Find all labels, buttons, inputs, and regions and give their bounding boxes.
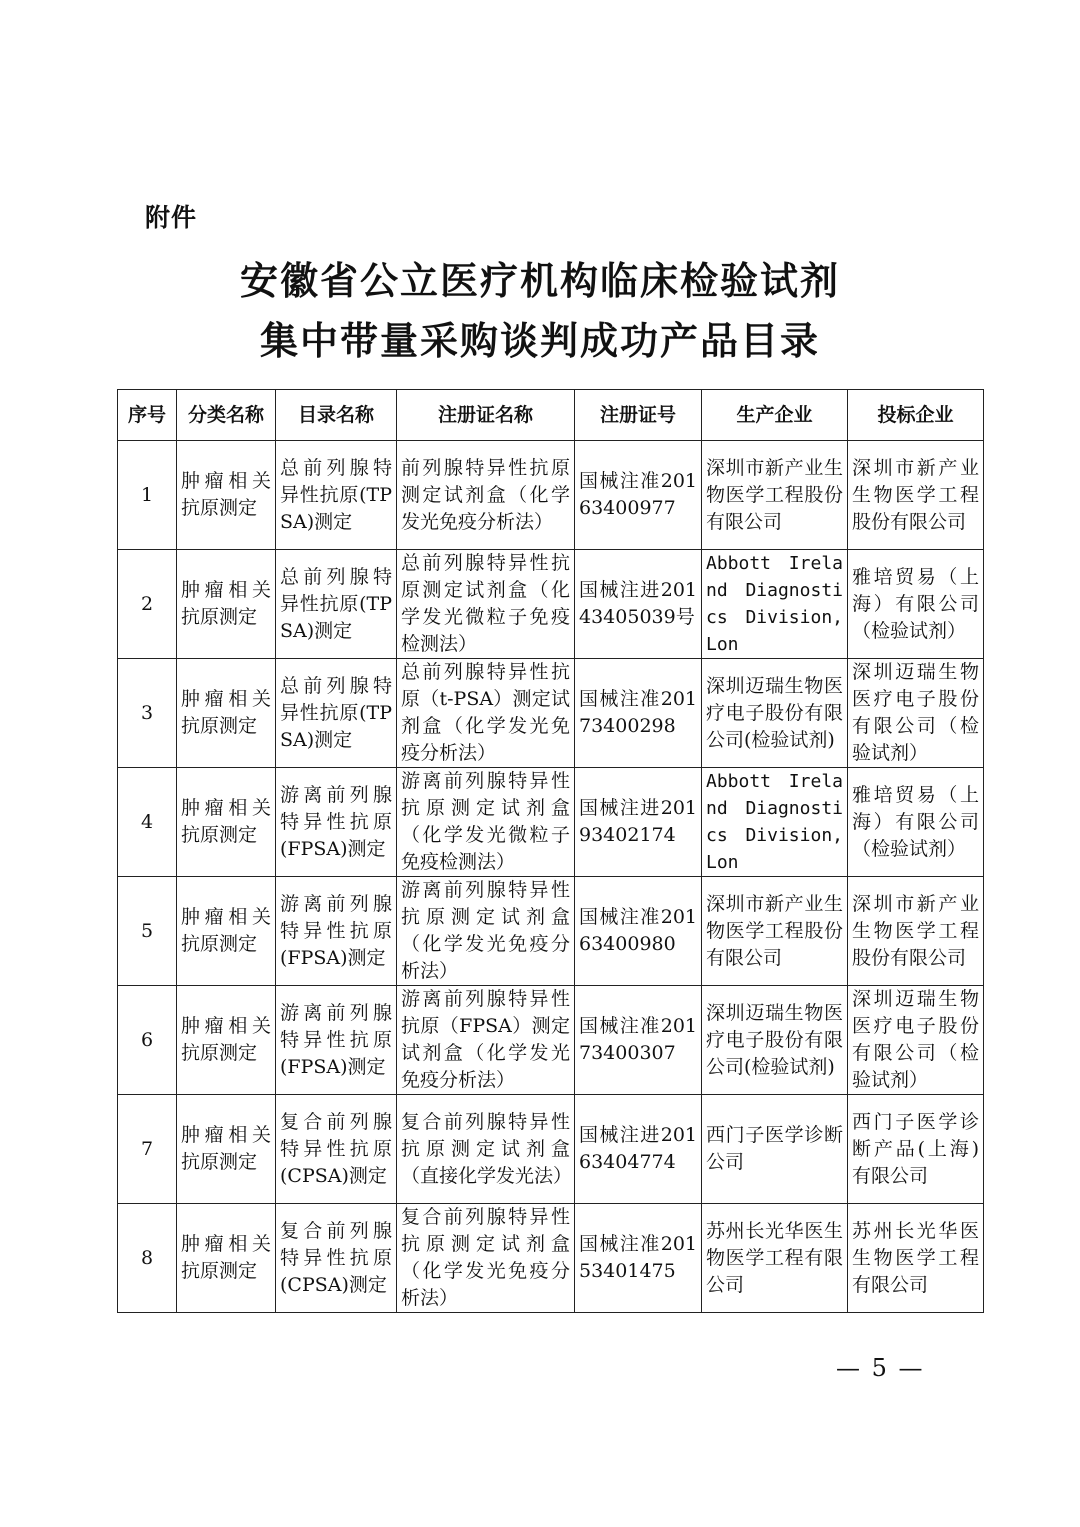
cell-bidder: 深圳市新产业生物医学工程股份有限公司 (848, 441, 984, 550)
cell-registration-name: 前列腺特异性抗原测定试剂盒（化学发光免疫分析法） (397, 441, 575, 550)
table-row (118, 659, 984, 768)
table-row (118, 768, 984, 877)
cell-no: 8 (118, 1204, 177, 1313)
cell-catalog-name: 游离前列腺特异性抗原(FPSA)测定 (276, 768, 397, 877)
cell-bidder: 深圳迈瑞生物医疗电子股份有限公司（检验试剂） (848, 986, 984, 1095)
cell-registration-no: 国械注进20143405039号 (575, 550, 702, 659)
page-title-line-1: 安徽省公立医疗机构临床检验试剂 (239, 259, 840, 303)
cell-bidder: 苏州长光华医生物医学工程有限公司 (848, 1204, 984, 1313)
cell-registration-no: 国械注准20173400298 (575, 659, 702, 768)
cell-manufacturer: 深圳市新产业生物医学工程股份有限公司 (702, 441, 848, 550)
cell-category: 肿瘤相关抗原测定 (177, 877, 276, 986)
table-row (118, 986, 984, 1095)
cell-category: 肿瘤相关抗原测定 (177, 1204, 276, 1313)
page-title-line-2: 集中带量采购谈判成功产品目录 (259, 319, 820, 363)
table-row (118, 877, 984, 986)
cell-manufacturer: Abbott Ireland Diagnostics Division, Lon (702, 768, 848, 877)
cell-bidder: 西门子医学诊断产品(上海)有限公司 (848, 1095, 984, 1204)
header-cell: 注册证名称 (397, 390, 575, 441)
cell-category: 肿瘤相关抗原测定 (177, 441, 276, 550)
cell-catalog-name: 游离前列腺特异性抗原(FPSA)测定 (276, 986, 397, 1095)
cell-manufacturer: Abbott Ireland Diagnostics Division, Lon (702, 550, 848, 659)
cell-catalog-name: 游离前列腺特异性抗原(FPSA)测定 (276, 877, 397, 986)
cell-category: 肿瘤相关抗原测定 (177, 768, 276, 877)
cell-no: 3 (118, 659, 177, 768)
table-row (118, 441, 984, 550)
page-number: — 5 — (836, 1354, 925, 1382)
cell-no: 2 (118, 550, 177, 659)
cell-registration-name: 复合前列腺特异性抗原测定试剂盒（化学发光免疫分析法） (397, 1204, 575, 1313)
cell-no: 6 (118, 986, 177, 1095)
header-cell: 目录名称 (276, 390, 397, 441)
table-row (118, 1095, 984, 1204)
cell-catalog-name: 总前列腺特异性抗原(TPSA)测定 (276, 441, 397, 550)
cell-bidder: 深圳市新产业生物医学工程股份有限公司 (848, 877, 984, 986)
cell-bidder: 雅培贸易（上海）有限公司（检验试剂） (848, 550, 984, 659)
cell-bidder: 雅培贸易（上海）有限公司（检验试剂） (848, 768, 984, 877)
cell-registration-name: 游离前列腺特异性抗原（FPSA）测定试剂盒（化学发光免疫分析法） (397, 986, 575, 1095)
table-row (118, 1204, 984, 1313)
cell-registration-name: 复合前列腺特异性抗原测定试剂盒（直接化学发光法） (397, 1095, 575, 1204)
cell-no: 1 (118, 441, 177, 550)
cell-no: 5 (118, 877, 177, 986)
table-row (118, 550, 984, 659)
cell-catalog-name: 复合前列腺特异性抗原(CPSA)测定 (276, 1095, 397, 1204)
cell-registration-no: 国械注准20153401475 (575, 1204, 702, 1313)
cell-category: 肿瘤相关抗原测定 (177, 550, 276, 659)
header-cell: 序号 (118, 390, 177, 441)
cell-registration-no: 国械注准20163400980 (575, 877, 702, 986)
cell-category: 肿瘤相关抗原测定 (177, 659, 276, 768)
cell-category: 肿瘤相关抗原测定 (177, 1095, 276, 1204)
cell-registration-no: 国械注准20163400977 (575, 441, 702, 550)
cell-no: 7 (118, 1095, 177, 1204)
cell-catalog-name: 总前列腺特异性抗原(TPSA)测定 (276, 659, 397, 768)
cell-registration-no: 国械注进20163404774 (575, 1095, 702, 1204)
cell-manufacturer: 深圳迈瑞生物医疗电子股份有限公司(检验试剂) (702, 986, 848, 1095)
cell-manufacturer: 苏州长光华医生物医学工程有限公司 (702, 1204, 848, 1313)
table-header-row (118, 390, 984, 441)
cell-manufacturer: 西门子医学诊断公司 (702, 1095, 848, 1204)
cell-category: 肿瘤相关抗原测定 (177, 986, 276, 1095)
cell-registration-name: 游离前列腺特异性抗原测定试剂盒（化学发光微粒子免疫检测法） (397, 768, 575, 877)
cell-registration-name: 总前列腺特异性抗原测定试剂盒（化学发光微粒子免疫检测法） (397, 550, 575, 659)
product-catalog-table (117, 389, 984, 1313)
header-cell: 生产企业 (702, 390, 848, 441)
cell-catalog-name: 总前列腺特异性抗原(TPSA)测定 (276, 550, 397, 659)
header-cell: 投标企业 (848, 390, 984, 441)
cell-bidder: 深圳迈瑞生物医疗电子股份有限公司（检验试剂） (848, 659, 984, 768)
cell-manufacturer: 深圳迈瑞生物医疗电子股份有限公司(检验试剂) (702, 659, 848, 768)
cell-registration-no: 国械注进20193402174 (575, 768, 702, 877)
cell-registration-no: 国械注准20173400307 (575, 986, 702, 1095)
cell-registration-name: 游离前列腺特异性抗原测定试剂盒（化学发光免疫分析法） (397, 877, 575, 986)
cell-manufacturer: 深圳市新产业生物医学工程股份有限公司 (702, 877, 848, 986)
header-cell: 分类名称 (177, 390, 276, 441)
cell-catalog-name: 复合前列腺特异性抗原(CPSA)测定 (276, 1204, 397, 1313)
header-cell: 注册证号 (575, 390, 702, 441)
cell-registration-name: 总前列腺特异性抗原（t-PSA）测定试剂盒（化学发光免疫分析法） (397, 659, 575, 768)
attachment-label: 附件 (145, 203, 198, 232)
cell-no: 4 (118, 768, 177, 877)
